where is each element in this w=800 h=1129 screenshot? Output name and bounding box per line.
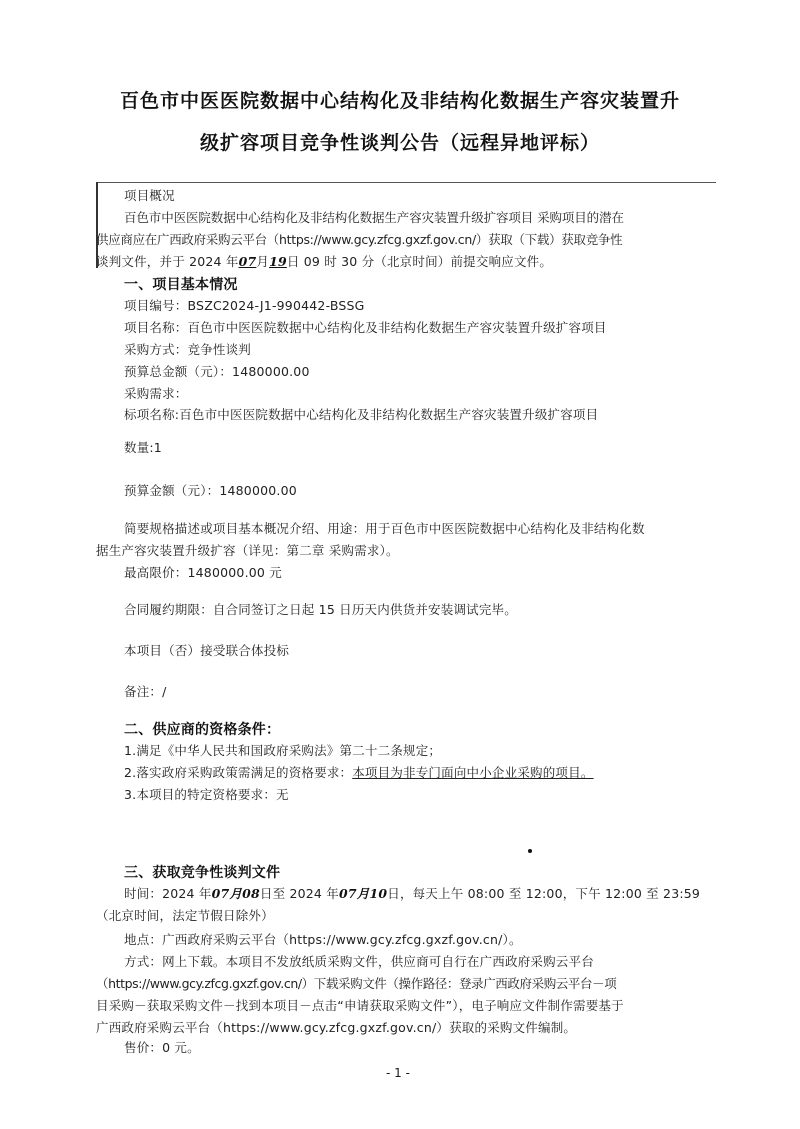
- overview-text-line3: [96, 252, 552, 270]
- acquisition-time-prefix: 时间：2024 年: [124, 886, 212, 901]
- overview-deadline-suffix: 日 09 时 30 分（北京时间）前提交响应文件。: [286, 254, 553, 269]
- acquisition-way-line4: 广西政府采购云平台（https://www.gcy.zfcg.gxzf.gov.cn/）获取的采购文件编制。: [96, 1020, 577, 1035]
- procurement-method: 采购方式：竞争性谈判: [124, 342, 252, 357]
- section2-heading: 二、供应商的资格条件：: [124, 722, 281, 738]
- document-title-line1: 百色市中医医院数据中心结构化及非结构化数据生产容灾装置升: [119, 90, 680, 112]
- acquisition-way-line2: （https://www.gcy.zfcg.gxzf.gov.cn/）下载采购文件（操作路径：登录广西政府采购云平台－项: [96, 976, 617, 991]
- qualification-item1: 1.满足《中华人民共和国政府采购法》第二十二条规定；: [124, 743, 442, 758]
- acquisition-place: 地点：广西政府采购云平台（https://www.gcy.zfcg.gxzf.gov.cn/）。: [124, 932, 522, 947]
- total-budget: 预算总金额（元）：1480000.00: [124, 364, 310, 379]
- acquisition-time: [124, 884, 700, 902]
- consortium-note: 本项目（否）接受联合体投标: [124, 643, 290, 658]
- handwritten-end-date: 07月10: [338, 886, 388, 901]
- procurement-demand: 采购需求：: [124, 386, 188, 401]
- page-number: - 1 -: [386, 1066, 410, 1080]
- max-price: 最高限价：1480000.00 元: [124, 565, 282, 580]
- document-title-line2: 级扩容项目竞争性谈判公告（远程异地评标）: [199, 132, 600, 154]
- item-quantity: 数量:1: [124, 440, 162, 455]
- overview-box-border-top: [96, 182, 716, 183]
- overview-text-line2: 供应商应在广西政府采购云平台（https://www.gcy.zfcg.gxzf.gov.cn/）获取（下载）获取竞争性: [96, 232, 623, 247]
- qualification-item3: 3.本项目的特定资格要求：无: [124, 787, 289, 802]
- acquisition-way-line3: 目采购－获取采购文件－找到本项目－点击“申请获取采购文件”），电子响应文件制作需要基于: [96, 998, 624, 1013]
- overview-label: 项目概况: [124, 188, 175, 203]
- overview-deadline-prefix: 谈判文件，并于 2024 年: [96, 254, 239, 269]
- item-name: 标项名称:百色市中医医院数据中心结构化及非结构化数据生产容灾装置升级扩容项目: [124, 407, 599, 422]
- qualification-item2-value: 本项目为非专门面向中小企业采购的项目。: [352, 765, 594, 780]
- overview-deadline-month-unit: 月: [256, 254, 270, 269]
- handwritten-day: 19: [269, 254, 287, 269]
- section3-heading: 三、获取竞争性谈判文件: [124, 865, 281, 881]
- item-budget: 预算金额（元）：1480000.00: [124, 483, 297, 498]
- acquisition-way-line1: 方式：网上下载。本项目不发放纸质采购文件，供应商可自行在广西政府采购云平台: [124, 954, 594, 969]
- project-number: 项目编号：BSZC2024-J1-990442-BSSG: [124, 298, 365, 313]
- item-description-line2: 据生产容灾装置升级扩容（详见：第二章 采购需求）。: [96, 543, 399, 558]
- acquisition-time-middle: 日至 2024 年: [259, 886, 339, 901]
- remark: 备注：/: [124, 684, 167, 699]
- qualification-item2-label: 2.落实政府采购政策需满足的资格要求：: [124, 765, 353, 780]
- section1-heading: 一、项目基本情况: [124, 277, 238, 293]
- project-name: 项目名称：百色市中医医院数据中心结构化及非结构化数据生产容灾装置升级扩容项目: [124, 320, 607, 335]
- qualification-item2: [124, 763, 594, 781]
- item-description-line1: 简要规格描述或项目基本概况介绍、用途：用于百色市中医医院数据中心结构化及非结构化数: [124, 521, 645, 536]
- document-price: 售价：0 元。: [124, 1040, 200, 1055]
- acquisition-time-line2: （北京时间，法定节假日除外）: [96, 908, 274, 923]
- contract-term: 合同履约期限：自合同签订之日起 15 日历天内供货并安装调试完毕。: [124, 602, 517, 617]
- handwritten-month: 07: [238, 254, 257, 269]
- scan-speck: [528, 849, 532, 853]
- overview-text-line1: 百色市中医医院数据中心结构化及非结构化数据生产容灾装置升级扩容项目 采购项目的潜在: [124, 210, 624, 225]
- handwritten-start-date: 07月08: [211, 886, 260, 901]
- acquisition-time-suffix: 日，每天上午 08:00 至 12:00，下午 12:00 至 23:59: [387, 886, 701, 901]
